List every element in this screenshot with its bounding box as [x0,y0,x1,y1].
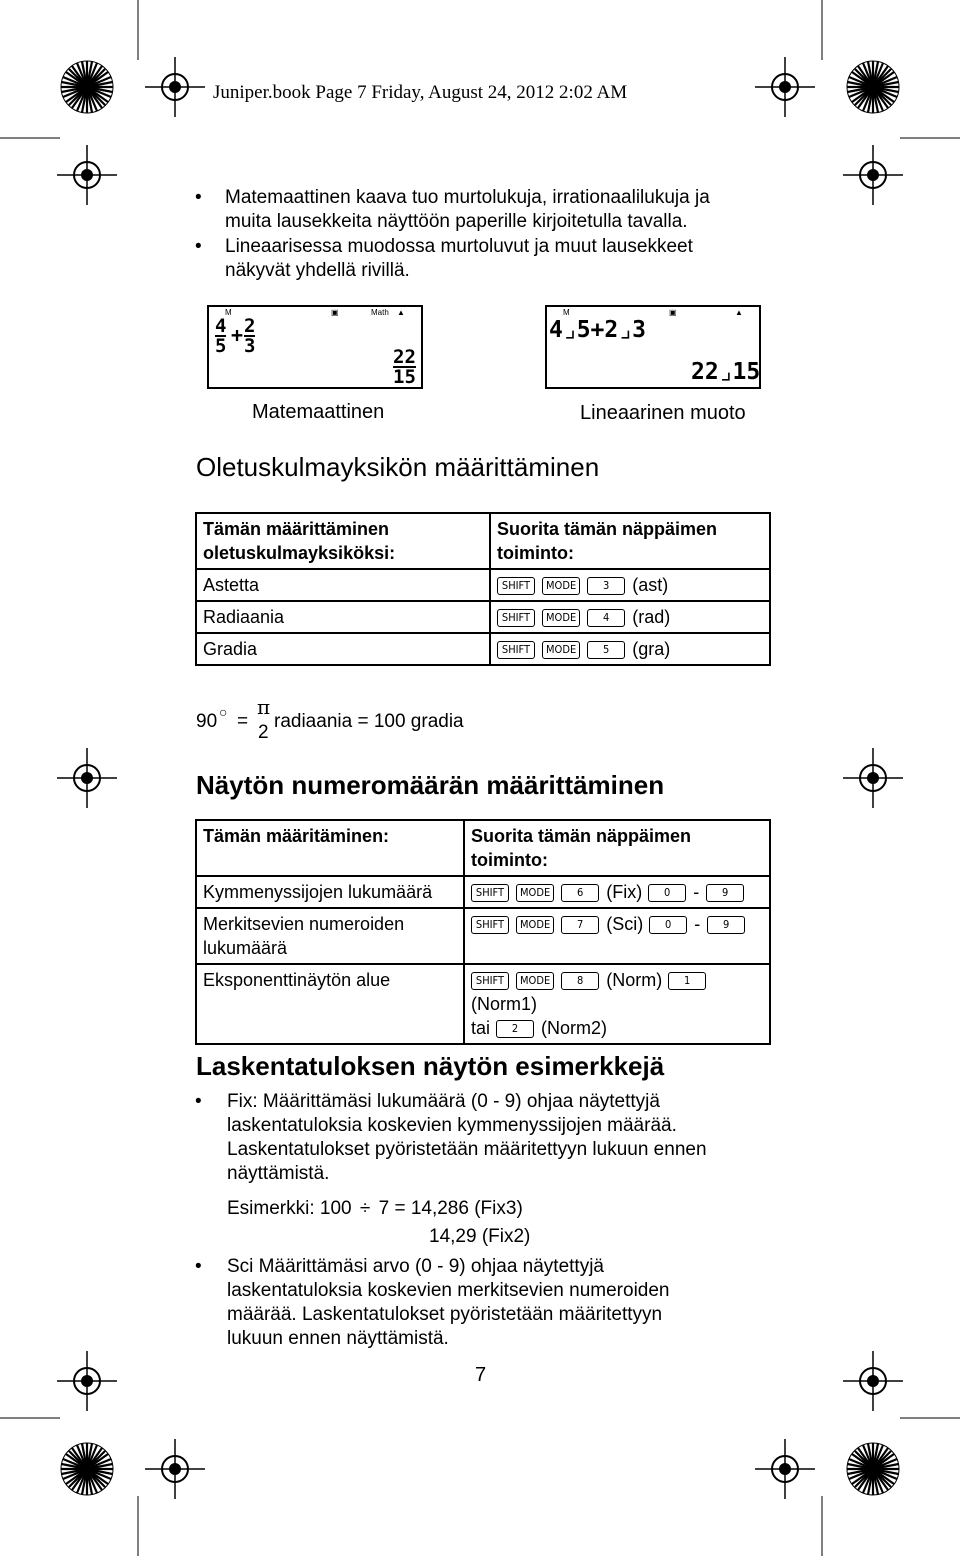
angle-unit-label: Radiaania [196,601,490,633]
linear-display-caption: Lineaarinen muoto [580,402,746,424]
fraction-four-fifths: 4 5 [215,315,227,357]
or-label: tai [471,1018,491,1038]
example-second-line: 14,29 (Fix2) [429,1226,531,1247]
list-item-line: näkyvät yhdellä rivillä. [225,260,410,281]
key-result-label: (Norm) [606,970,663,990]
arrow-up-icon: ▲ [735,308,743,317]
setting-label: Kymmenyssijojen lukumäärä [196,876,464,908]
bullet-mark: • [195,187,202,208]
shift-key: SHIFT [471,884,509,902]
fraction-two-thirds: 2 3 [244,315,256,357]
linear-result: 22⌟15 [691,359,761,385]
key-sequence [490,601,770,633]
list-item-line: Lineaarisessa muodossa murtoluvut ja muut lausekkeet [225,236,693,257]
table-header-row [196,513,770,569]
digit-key: 9 [707,916,745,934]
digit-key: 9 [706,884,744,902]
digit-key: 3 [587,577,625,595]
shift-key: SHIFT [497,609,535,627]
key-sequence [490,569,770,601]
shift-key: SHIFT [497,577,535,595]
page-number: 7 [475,1364,487,1386]
mode-key: MODE [516,884,554,902]
linear-expression: 4⌟5+2⌟3 [549,317,646,343]
setting-label: Merkitsevien numeroiden lukumäärä [196,908,464,964]
section-heading-display-digits: Näytön numeromäärän määrittäminen [196,770,665,800]
degree-indicator: ▣ [669,308,677,317]
example-result: 7 = 14,286 (Fix3) [378,1198,523,1219]
digit-key: 7 [561,916,599,934]
key-result-label: (gra) [632,639,671,659]
examples-list [195,1088,815,1358]
section-heading-examples: Laskentatuloksen näytön esimerkkejä [196,1051,665,1081]
key-result-label: (Norm2) [541,1018,608,1038]
list-item-line: muita lausekkeita näyttöön paperille kirjoitetulla tavalla. [225,211,688,232]
table-row [196,964,770,1044]
math-display-screen [207,305,423,389]
degree-symbol: ○ [219,704,228,720]
angle-conversion-formula [196,695,496,748]
table-header-row [196,820,770,876]
key-result-label: (Fix) [606,882,643,902]
list-item-line: lukuun ennen näyttämistä. [227,1328,449,1349]
table-row [196,601,770,633]
table-row [196,876,770,908]
key-result-label: (Sci) [606,914,644,934]
math-mode-indicator: Math [371,308,389,317]
digit-key: 5 [587,641,625,659]
angle-unit-label: Astetta [196,569,490,601]
mode-key: MODE [516,972,554,990]
bullet-mark: • [195,236,202,257]
mode-key: MODE [516,916,554,934]
mode-key: MODE [542,641,580,659]
setting-label: Eksponenttinäytön alue [196,964,464,1044]
memory-indicator: M [563,308,570,317]
range-dash: - [693,882,700,902]
angle-unit-label: Gradia [196,633,490,665]
divide-sign: ÷ [359,1198,371,1219]
mode-key: MODE [542,577,580,595]
degree-indicator: ▣ [331,308,339,317]
list-item-sci [227,1255,670,1351]
intro-bullet-list [195,186,815,286]
memory-indicator: M [225,308,232,317]
angle-unit-table [195,512,771,666]
list-item-line: Laskentatulokset pyöristetään määritettyyn lukuun ennen [227,1139,707,1160]
column-header: Suorita tämän näppäimen toiminto: [490,513,770,569]
list-item-line: laskentatuloksia koskevien merkitsevien numeroiden [227,1280,670,1301]
formula-equals: = [237,711,249,732]
digit-key: 0 [648,884,686,902]
formula-degrees: 90 [196,711,218,732]
plus-sign: + [231,323,244,347]
pi-symbol: π [257,695,271,719]
column-header: Tämän määrittäminen oletuskulmayksiköksi: [196,513,490,569]
example-label: Esimerkki: 100 [227,1198,352,1219]
arrow-up-icon: ▲ [397,308,405,317]
formula-denominator: 2 [258,722,269,743]
key-sequence [464,908,770,964]
digit-key: 1 [668,972,706,990]
result-fraction: 22 15 [393,346,416,388]
list-item-line: Matemaattinen kaava tuo murtolukuja, irrationaalilukuja ja [225,187,710,208]
list-item-line: näyttämistä. [227,1163,330,1184]
shift-key: SHIFT [497,641,535,659]
mode-key: MODE [542,609,580,627]
bullet-mark: • [195,1256,202,1277]
digit-key: 8 [561,972,599,990]
key-sequence [490,633,770,665]
key-result-label: (ast) [632,575,669,595]
digit-key: 0 [649,916,687,934]
range-dash: - [694,914,701,934]
formula-rest: radiaania = 100 gradia [274,711,464,732]
math-display-caption: Matemaattinen [252,401,385,423]
column-header: Tämän määritäminen: [196,820,464,876]
page-header: Juniper.book Page 7 Friday, August 24, 2012 2:02 AM [213,82,628,103]
display-digits-table [195,819,771,1045]
table-row [196,569,770,601]
list-item-line: Sci Määrittämäsi arvo (0 - 9) ohjaa näytettyjä [227,1256,604,1277]
list-item [225,235,693,283]
key-sequence [464,876,770,908]
column-header: Suorita tämän näppäimen toiminto: [464,820,770,876]
shift-key: SHIFT [471,916,509,934]
digit-key: 4 [587,609,625,627]
table-row [196,908,770,964]
list-item-line: Fix: Määrittämäsi lukumäärä (0 - 9) ohjaa näytettyjä [227,1091,660,1112]
example-line [227,1197,707,1221]
list-item-line: määrää. Laskentatulokset pyöristetään määritettyyn [227,1304,663,1325]
list-item-line: laskentatuloksia koskevien kymmenyssijojen määrää. [227,1115,677,1136]
linear-display-screen [545,305,761,389]
list-item-fix [227,1090,707,1249]
key-result-label: (Norm1) [471,994,537,1014]
bullet-mark: • [195,1091,202,1112]
section-heading-angle-unit: Oletuskulmayksikön määrittäminen [196,452,600,482]
table-row [196,633,770,665]
shift-key: SHIFT [471,972,509,990]
key-result-label: (rad) [632,607,671,627]
list-item [225,186,710,234]
digit-key: 6 [561,884,599,902]
key-sequence [464,964,770,1044]
digit-key: 2 [496,1020,534,1038]
